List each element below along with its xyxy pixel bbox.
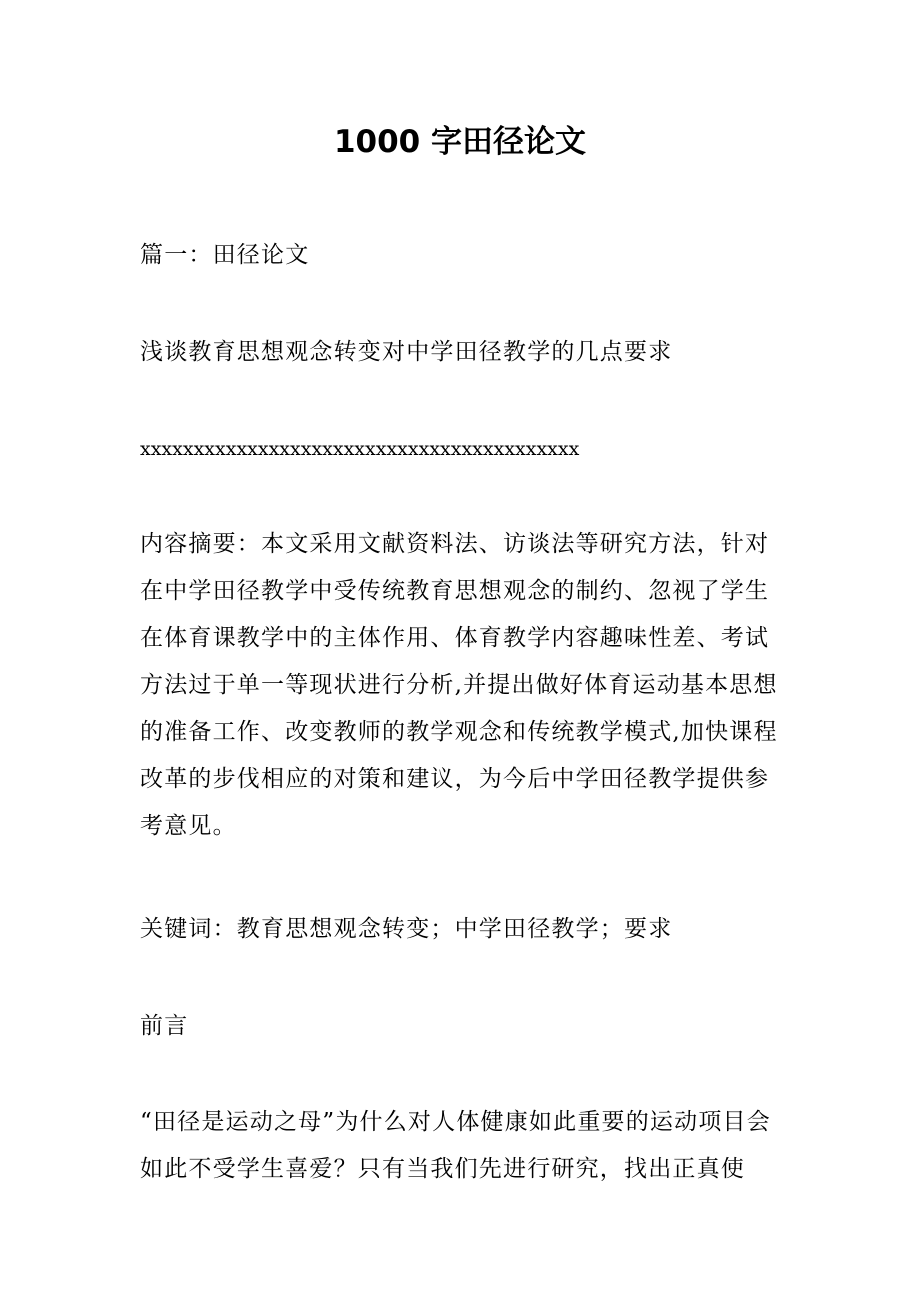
paper-subtitle: 浅谈教育思想观念转变对中学田径教学的几点要求 <box>140 339 673 365</box>
preface-heading: 前言 <box>140 1013 189 1039</box>
document-title: 1000 字田径论文 <box>333 124 587 160</box>
section-heading: 篇一：田径论文 <box>140 242 310 268</box>
keywords-line: 关键词：教育思想观念转变；中学田径教学；要求 <box>140 916 673 942</box>
preface-paragraph: “田径是运动之母”为什么对人体健康如此重要的运动项目会如此不受学生喜爱？只有当我们先进行研究，找出正真使 <box>140 1109 771 1182</box>
abstract-paragraph: 内容摘要：本文采用文献资料法、访谈法等研究方法，针对在中学田径教学中受传统教育思想观念的制约、忽视了学生在体育课教学中的主体作用、体育教学内容趣味性差、考试方法过于单一等现状进行分析,并提出做好体育运动基本思想的准备工作、改变教师的教学观念和传统教学模式,加快课程改革的步伐相应的对策和建议，为今后中学田径教学提供参考意见。 <box>140 531 778 839</box>
author-placeholder: xxxxxxxxxxxxxxxxxxxxxxxxxxxxxxxxxxxxxxxxx <box>140 438 580 460</box>
